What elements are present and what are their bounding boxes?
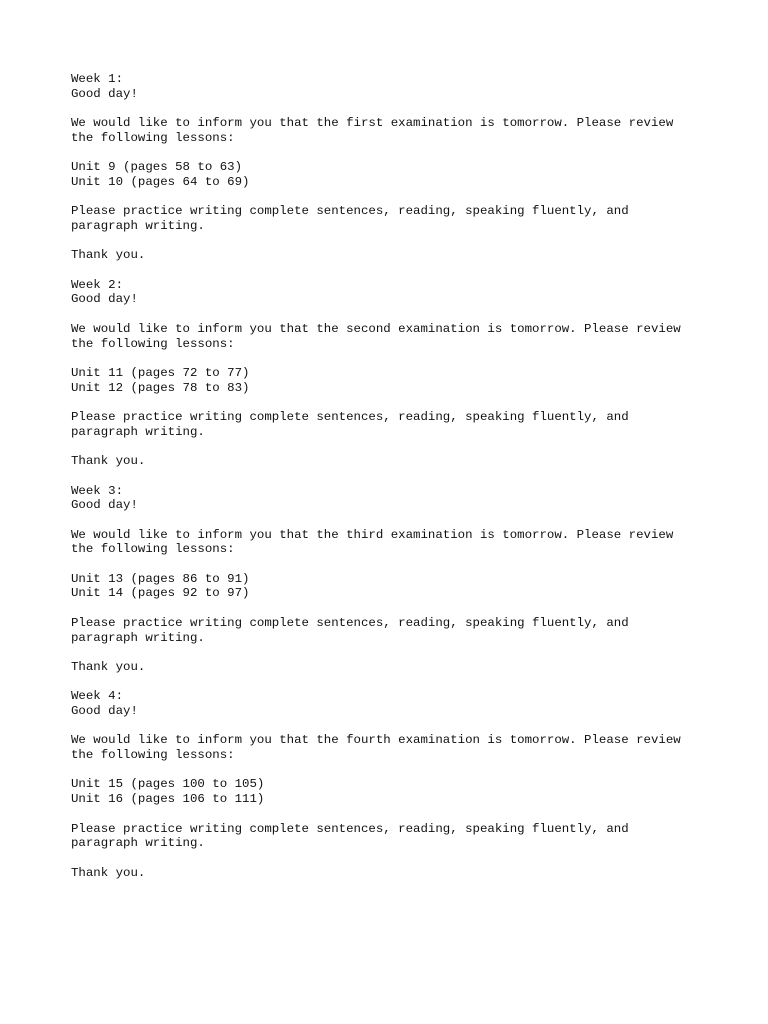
unit-item: Unit 14 (pages 92 to 97) — [71, 586, 250, 601]
blank-line — [71, 557, 731, 572]
intro-line-2: the following lessons: — [71, 130, 235, 145]
unit-item: Unit 11 (pages 72 to 77) — [71, 365, 250, 380]
unit-item: Unit 13 (pages 86 to 91) — [71, 571, 250, 586]
week-4-notice — [71, 689, 731, 880]
blank-line — [71, 101, 731, 116]
blank-line — [71, 263, 731, 278]
greeting: Good day! — [71, 292, 138, 307]
practice-line-1: Please practice writing complete sentences, reading, speaking fluently, and — [71, 615, 629, 630]
blank-line — [71, 763, 731, 778]
unit-item: Unit 15 (pages 100 to 105) — [71, 777, 265, 792]
blank-line — [71, 807, 731, 822]
week-3-notice — [71, 484, 731, 690]
blank-line — [71, 513, 731, 528]
blank-line — [71, 307, 731, 322]
intro-line-2: the following lessons: — [71, 336, 235, 351]
unit-item: Unit 9 (pages 58 to 63) — [71, 160, 243, 175]
closing: Thank you. — [71, 865, 146, 880]
blank-line — [71, 439, 731, 454]
blank-line — [71, 469, 731, 484]
intro-line-1: We would like to inform you that the third examination is tomorrow. Please review — [71, 527, 674, 542]
week-1-notice — [71, 72, 731, 278]
blank-line — [71, 146, 731, 161]
practice-line-2: paragraph writing. — [71, 836, 205, 851]
blank-line — [71, 675, 731, 690]
closing: Thank you. — [71, 454, 146, 469]
blank-line — [71, 395, 731, 410]
intro-line-1: We would like to inform you that the fourth examination is tomorrow. Please review — [71, 733, 681, 748]
greeting: Good day! — [71, 704, 138, 718]
unit-item: Unit 10 (pages 64 to 69) — [71, 174, 250, 189]
practice-line-2: paragraph writing. — [71, 630, 205, 645]
unit-item: Unit 12 (pages 78 to 83) — [71, 380, 250, 395]
greeting: Good day! — [71, 498, 138, 513]
week-2-notice — [71, 278, 731, 484]
intro-line-2: the following lessons: — [71, 748, 235, 763]
practice-line-1: Please practice writing complete sentences, reading, speaking fluently, and — [71, 410, 629, 425]
blank-line — [71, 190, 731, 205]
unit-item: Unit 16 (pages 106 to 111) — [71, 792, 265, 807]
greeting: Good day! — [71, 86, 138, 101]
week-heading: Week 1: — [71, 72, 124, 86]
blank-line — [71, 851, 731, 866]
practice-line-1: Please practice writing complete sentences, reading, speaking fluently, and — [71, 204, 629, 219]
week-heading: Week 2: — [71, 277, 124, 292]
practice-line-2: paragraph writing. — [71, 424, 205, 439]
intro-line-2: the following lessons: — [71, 542, 235, 557]
blank-line — [71, 601, 731, 616]
blank-line — [71, 234, 731, 249]
week-heading: Week 4: — [71, 689, 124, 704]
document-page — [71, 72, 731, 880]
closing: Thank you. — [71, 248, 146, 263]
blank-line — [71, 719, 731, 734]
week-heading: Week 3: — [71, 483, 124, 498]
practice-line-2: paragraph writing. — [71, 218, 205, 233]
blank-line — [71, 645, 731, 660]
intro-line-1: We would like to inform you that the first examination is tomorrow. Please review — [71, 116, 674, 131]
closing: Thank you. — [71, 659, 146, 674]
intro-line-1: We would like to inform you that the second examination is tomorrow. Please review — [71, 321, 681, 336]
blank-line — [71, 351, 731, 366]
practice-line-1: Please practice writing complete sentences, reading, speaking fluently, and — [71, 821, 629, 836]
